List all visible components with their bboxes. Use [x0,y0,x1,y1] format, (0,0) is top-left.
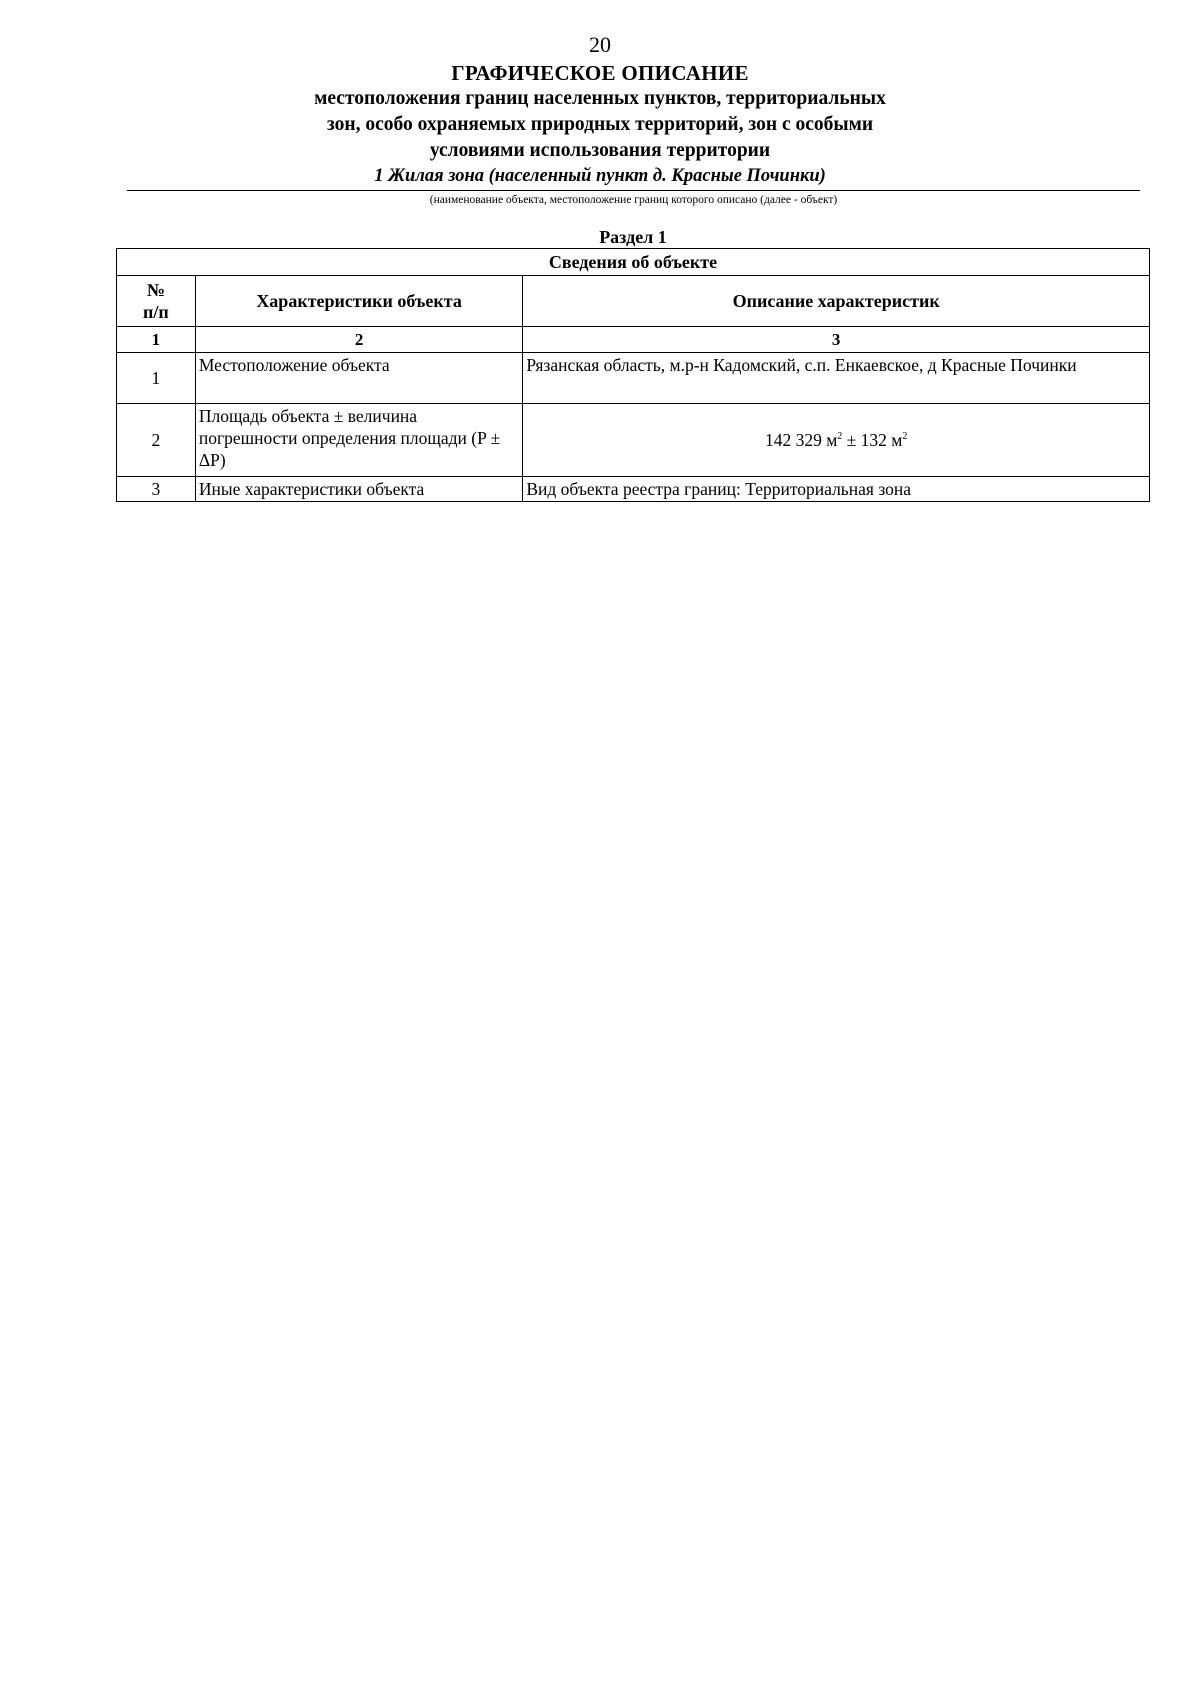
row-description [523,404,1150,477]
document-subtitle-line-3: условиями использования территории [429,140,771,161]
object-name-underline [127,190,1140,191]
object-name: 1 Жилая зона (населенный пункт д. Красные Починки) [374,166,826,186]
column-number: 1 [117,327,196,353]
document-header [0,60,1200,188]
column-number: 3 [523,327,1150,353]
row-description: Рязанская область, м.р-н Кадомский, с.п. Енкаевское, д Красные Починки [523,353,1150,404]
column-header-characteristic: Характеристики объекта [195,276,522,327]
column-header-index [117,276,196,327]
row-characteristic: Площадь объекта ± величина погрешности определения площади (P ± ΔP) [195,404,522,477]
document-title: ГРАФИЧЕСКОЕ ОПИСАНИЕ [451,61,749,85]
object-info-table [116,248,1150,502]
area-error-unit-exponent: 2 [902,431,908,443]
page-number: 20 [589,32,611,57]
row-index: 1 [117,353,196,404]
area-unit-exponent: 2 [837,431,843,443]
table-row [117,477,1150,502]
column-header-description: Описание характеристик [523,276,1150,327]
table-row [117,404,1150,477]
document-subtitle-line-2: зон, особо охраняемых природных территорий, зон с особыми [326,114,874,135]
table-caption-row [117,249,1150,276]
area-value: 142 329 м [764,430,838,450]
row-characteristic: Иные характеристики объекта [195,477,522,502]
column-number: 2 [195,327,522,353]
row-description: Вид объекта реестра границ: Территориальная зона [523,477,1150,502]
object-name-caption: (наименование объекта, местоположение границ которого описано (далее - объект) [429,194,838,206]
column-number-row [117,327,1150,353]
document-subtitle-line-1: местоположения границ населенных пунктов, территориальных [314,88,886,109]
column-header-index-line-1: № [146,280,165,300]
table-header-row [117,276,1150,327]
table-caption: Сведения об объекте [117,249,1150,276]
row-characteristic: Местоположение объекта [195,353,522,404]
table-row [117,353,1150,404]
row-index: 2 [117,404,196,477]
section-title: Раздел 1 [599,227,667,247]
area-error-value: ± 132 м [842,430,903,450]
column-header-index-line-2: п/п [143,302,169,322]
row-index: 3 [117,477,196,502]
